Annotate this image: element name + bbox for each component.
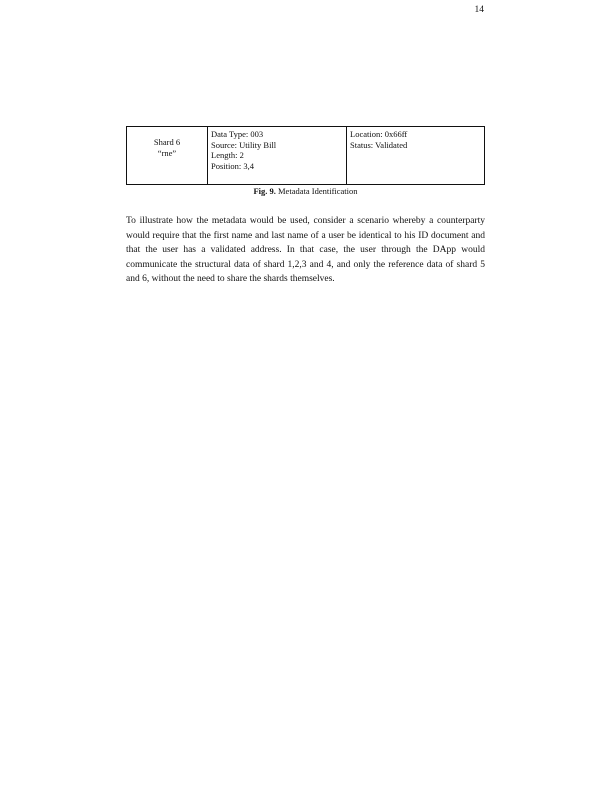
figure-caption [126,186,485,196]
metadata-table [126,126,485,185]
shard-value: “rne” [157,147,177,158]
data-info-cell [208,127,347,185]
source-line: Source: Utility Bill [211,139,277,150]
length-line: Length: 2 [211,150,244,160]
caption-label: Fig. 9. [253,186,276,196]
shard-label: Shard 6 [153,137,181,147]
caption-text: Metadata Identification [275,186,358,196]
location-line: Location: 0x66ff [350,129,408,139]
location-cell [347,127,485,185]
page-number: 14 [474,5,484,15]
data-type-line: Data Type: 003 [211,129,264,139]
status-line: Status: Validated [350,139,408,150]
position-line: Position: 3,4 [211,160,254,171]
shard-cell [127,127,208,185]
body-paragraph: To illustrate how the metadata would be used, consider a scenario whereby a counterparty would require that the first name and last name of a user be identical to his ID document and that the user has a validated address. In that case, the user through the DApp would communicate the structural data of shard 1,2,3 and 4, and only the reference data of shard 5 and 6, without the need to share the shards themselves. [126,216,485,284]
table-row [127,127,485,185]
